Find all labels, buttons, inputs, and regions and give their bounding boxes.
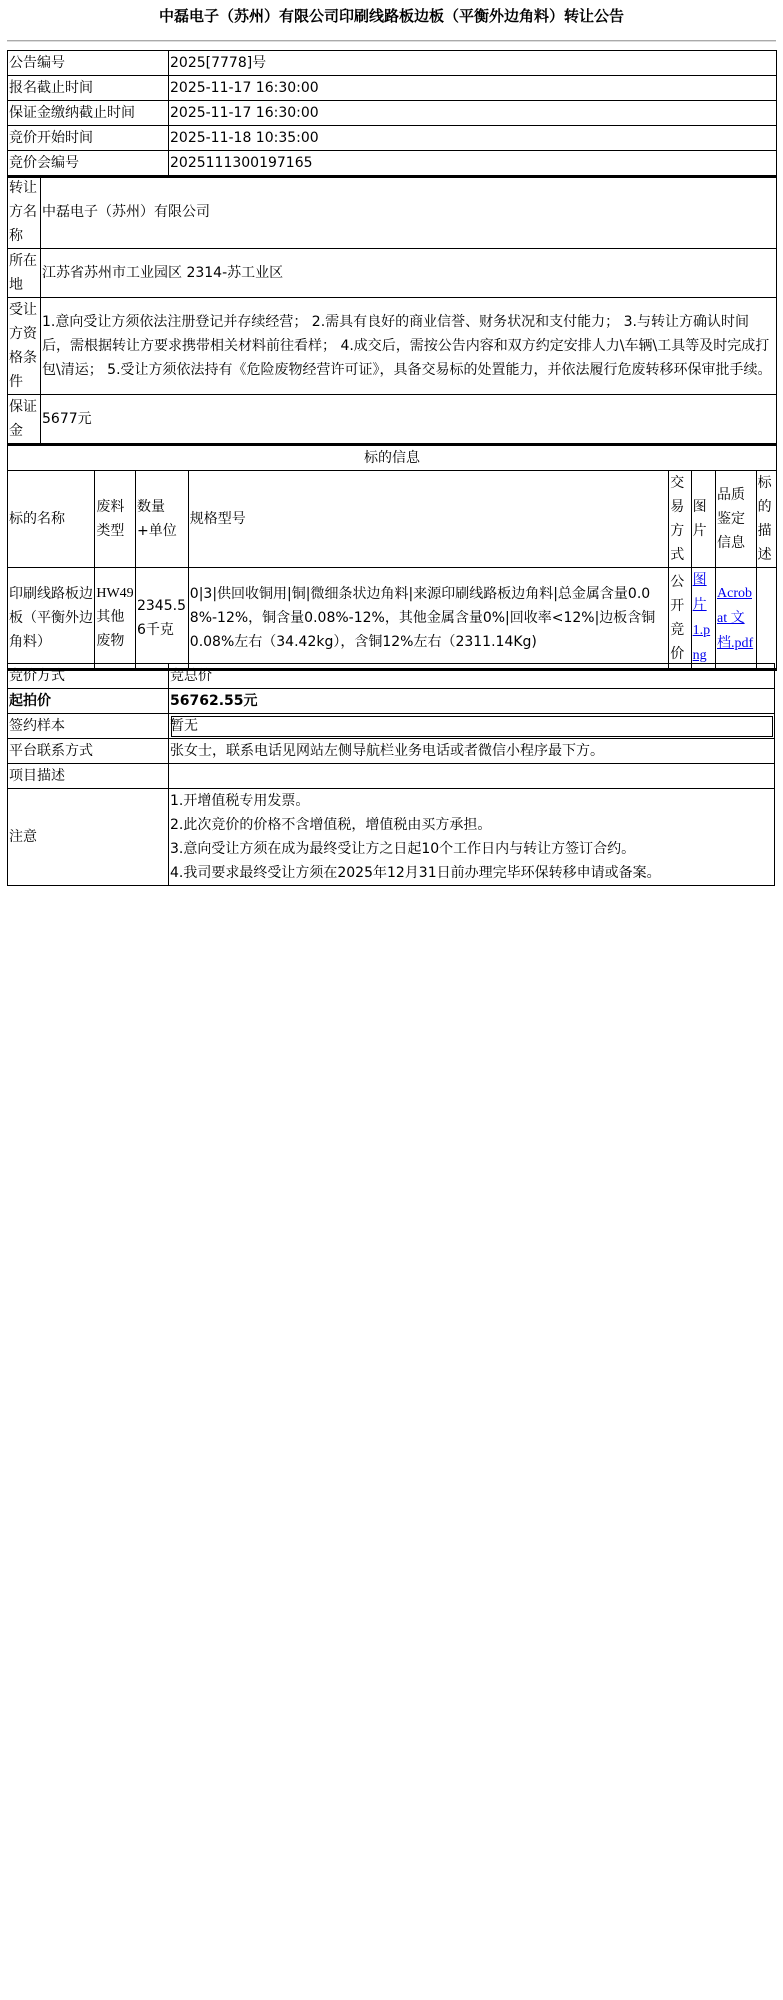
cell-name: 印刷线路板边板（平衡外边角料） [8,568,95,670]
col-header-waste-type: 废料类型 [95,471,136,568]
label-notes: 注意 [8,789,169,886]
col-header-name: 标的名称 [8,471,95,568]
table-row [8,664,775,689]
transferor-info-table [7,175,777,446]
label-announcement-number: 公告编号 [8,51,169,76]
value-platform-contact: 张女士，联系电话见网站左侧导航栏业务电话或者微信小程序最下方。 [169,739,775,764]
table-row [8,568,777,670]
value-starting-price: 56762.55元 [169,689,775,714]
page-title: 中磊电子（苏州）有限公司印刷线路板边板（平衡外边角料）转让公告 [158,7,624,25]
cell-quality [716,568,757,670]
col-header-quality: 品质鉴定信息 [716,471,757,568]
note-line: 3.意向受让方须在成为最终受让方之日起10个工作日内与转让方签订合约。 [170,841,636,857]
value-buyer-qualifications: 1.意向受让方须依法注册登记并存续经营； 2.需具有良好的商业信誉、财务状况和支付能力； 3.与转让方确认时间后，需根据转让方要求携带相关材料前往看样； 4.成交后，需按公告内容和双方约定安排人力\车辆\工具等及时完成打包\清运； 5.受让方须依法持有《危险废物经营许可证》，具备交易标的处置能力，并依法履行危废转移环保审批手续。 [41,298,777,395]
value-bidding-start-time: 2025-11-18 10:35:00 [169,126,777,151]
note-line: 1.开增值税专用发票。 [170,793,310,809]
table-row [8,126,777,151]
col-header-quantity: 数量+单位 [135,471,188,568]
label-bidding-start-time: 竞价开始时间 [8,126,169,151]
bidding-info-table [7,663,775,886]
value-contract-sample: 暂无 [169,714,775,739]
value-notes [169,789,775,886]
title-divider [7,40,776,42]
table-row [8,151,777,177]
cell-quantity: 2345.56千克 [135,568,188,670]
table-row [8,714,775,739]
cell-waste-type: HW49其他废物 [95,568,136,670]
note-line: 2.此次竞价的价格不含增值税，增值税由买方承担。 [170,817,492,833]
table-row [8,51,777,76]
value-announcement-number: 2025[7778]号 [169,51,777,76]
table-row [8,298,777,395]
table-row [8,395,777,445]
table-row [8,739,775,764]
table-row [8,176,777,249]
label-starting-price: 起拍价 [8,689,169,714]
quality-report-link[interactable]: Acrobat 文档.pdf [717,585,754,651]
cell-image [691,568,715,670]
announcement-info-table [7,50,777,178]
table-row [8,249,777,298]
value-project-description [169,764,775,789]
label-transferor-name: 转让方名称 [8,176,41,249]
cell-trade-method: 公开竞价 [669,568,691,670]
col-header-description: 标的描述 [756,471,776,568]
cell-spec: 0|3|供回收铜用|铜|微细条状边角料|来源印刷线路板边角料|总金属含量0.08%-12%，铜含量0.08%-12%，其他金属含量0%|回收率<12%|边板含铜0.08%左右（34.42kg），含铜12%左右（2311.14Kg) [188,568,668,670]
cell-description [756,568,776,670]
label-buyer-qualifications: 受让方资格条件 [8,298,41,395]
note-line: 4.我司要求最终受让方须在2025年12月31日前办理完毕环保转移申请或备案。 [170,865,661,881]
label-platform-contact: 平台联系方式 [8,739,169,764]
section-title: 标的信息 [8,446,777,471]
label-location: 所在地 [8,249,41,298]
subject-info-table [7,445,777,671]
label-bidding-method: 竞价方式 [8,664,169,689]
label-deposit: 保证金 [8,395,41,445]
value-deposit-deadline: 2025-11-17 16:30:00 [169,101,777,126]
section-header-row [8,446,777,471]
col-header-trade-method: 交易方式 [669,471,691,568]
col-header-spec: 规格型号 [188,471,668,568]
value-auction-number: 2025111300197165 [169,151,777,177]
label-contract-sample: 签约样本 [8,714,169,739]
table-row [8,689,775,714]
image-attachment-link[interactable]: 图片1.png [692,573,711,663]
value-registration-deadline: 2025-11-17 16:30:00 [169,76,777,101]
table-row [8,789,775,886]
label-project-description: 项目描述 [8,764,169,789]
table-row [8,764,775,789]
value-bidding-method: 竞总价 [169,664,775,689]
table-row [8,101,777,126]
value-location: 江苏省苏州市工业园区 2314-苏工业区 [41,249,777,298]
value-transferor-name: 中磊电子（苏州）有限公司 [41,176,777,249]
header-row [8,471,777,568]
label-deposit-deadline: 保证金缴纳截止时间 [8,101,169,126]
label-registration-deadline: 报名截止时间 [8,76,169,101]
value-deposit: 5677元 [41,395,777,445]
table-row [8,76,777,101]
col-header-image: 图片 [691,471,715,568]
label-auction-number: 竞价会编号 [8,151,169,177]
